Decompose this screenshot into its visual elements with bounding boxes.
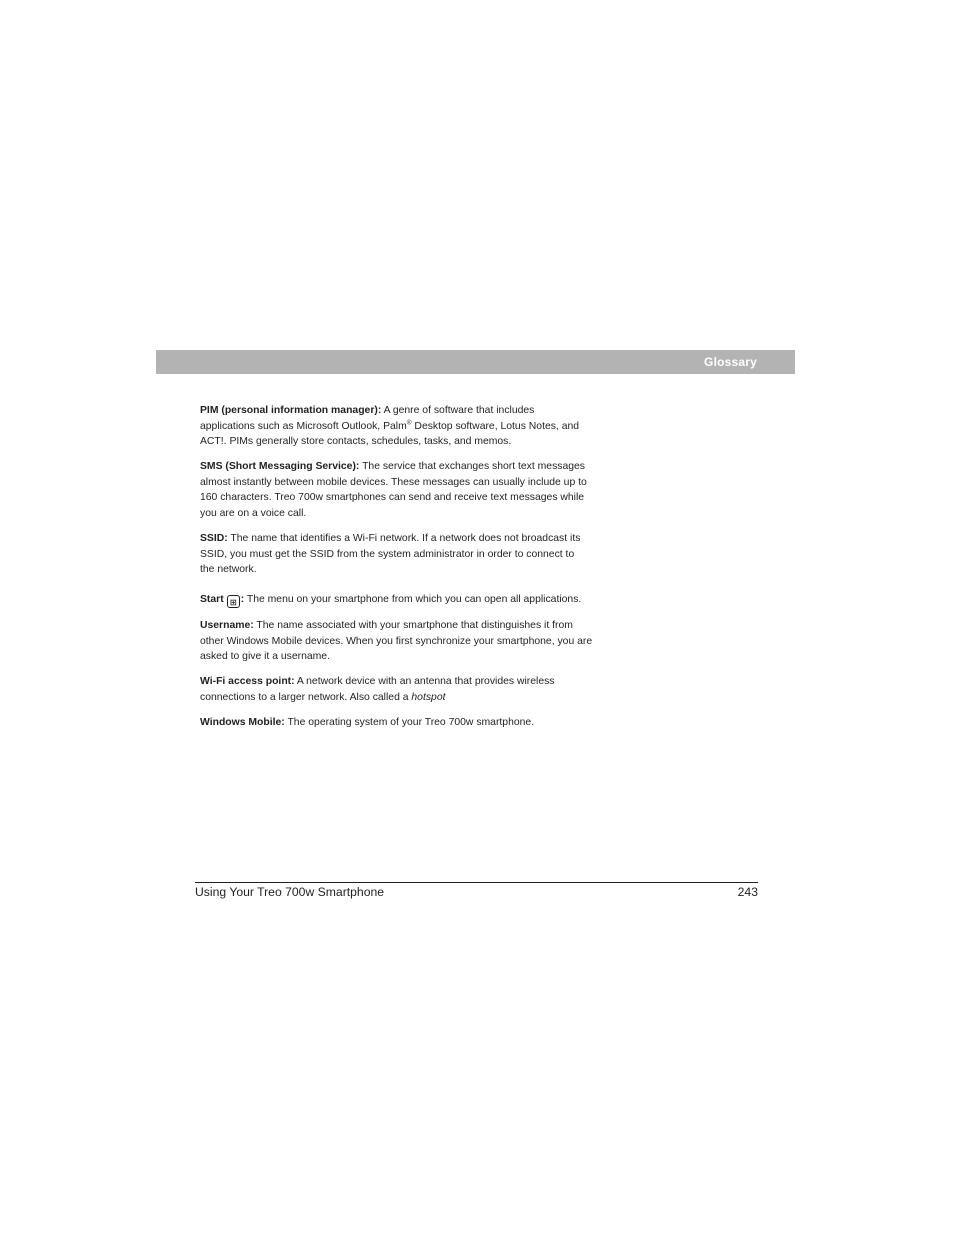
glossary-definition: applications such as Microsoft Outlook, Palm xyxy=(200,420,407,432)
windows-start-icon: ⊞ xyxy=(227,595,240,608)
glossary-term: Username: xyxy=(200,620,254,631)
section-title: Glossary xyxy=(704,355,757,369)
glossary-term: Wi-Fi access point: xyxy=(200,676,295,687)
glossary-entry-windows-mobile xyxy=(200,715,630,731)
glossary-term-colon: : xyxy=(240,594,245,605)
glossary-entry-ssid xyxy=(200,531,630,578)
glossary-definition: The name that identifies a Wi-Fi network. If a network does not broadcast its xyxy=(227,533,581,544)
glossary-definition: A genre of software that includes xyxy=(381,405,535,416)
glossary-definition: asked to give it a username. xyxy=(200,651,330,663)
glossary-definition: 160 characters. Treo 700w smartphones can send and receive text messages while xyxy=(200,492,585,504)
glossary-entry-wifi-access-point xyxy=(200,674,630,705)
glossary-definition: ACT!. PIMs generally store contacts, schedules, tasks, and memos. xyxy=(200,436,512,448)
footer-page-number: 243 xyxy=(737,885,758,899)
footer-book-title: Using Your Treo 700w Smartphone xyxy=(195,885,385,899)
glossary-term: Windows Mobile: xyxy=(200,717,285,728)
glossary-definition: almost instantly between mobile devices. These messages can usually include up to xyxy=(200,476,587,488)
glossary-term: SSID: xyxy=(200,533,228,544)
glossary-term: SMS (Short Messaging Service): xyxy=(200,461,360,472)
glossary-definition: The operating system of your Treo 700w smartphone. xyxy=(284,717,535,728)
glossary-definition: A network device with an antenna that provides wireless xyxy=(294,676,555,687)
glossary-definition: The menu on your smartphone from which you can open all applications. xyxy=(244,594,582,605)
glossary-definition: the network. xyxy=(200,564,257,576)
glossary-definition: The service that exchanges short text messages xyxy=(359,461,586,472)
glossary-term: Start xyxy=(200,594,224,605)
glossary-definition: you are on a voice call. xyxy=(200,508,307,520)
glossary-definition: Desktop software, Lotus Notes, and xyxy=(411,420,580,432)
glossary-entry-sms xyxy=(200,459,630,522)
glossary-definition: connections to a larger network. Also called a xyxy=(200,691,412,703)
glossary-entry-start xyxy=(200,592,630,608)
glossary-entry-username xyxy=(200,618,630,665)
glossary-definition-italic: hotspot xyxy=(411,691,446,703)
section-header-bar xyxy=(156,350,795,374)
glossary-definition: The name associated with your smartphone that distinguishes it from xyxy=(253,620,573,631)
footer-divider xyxy=(195,882,758,883)
glossary-definition: other Windows Mobile devices. When you first synchronize your smartphone, you are xyxy=(200,635,593,647)
glossary-entry-pim xyxy=(200,403,630,450)
glossary-definition: SSID, you must get the SSID from the system administrator in order to connect to xyxy=(200,548,575,560)
registered-mark: ® xyxy=(406,419,412,427)
glossary-term: PIM (personal information manager): xyxy=(200,405,382,416)
